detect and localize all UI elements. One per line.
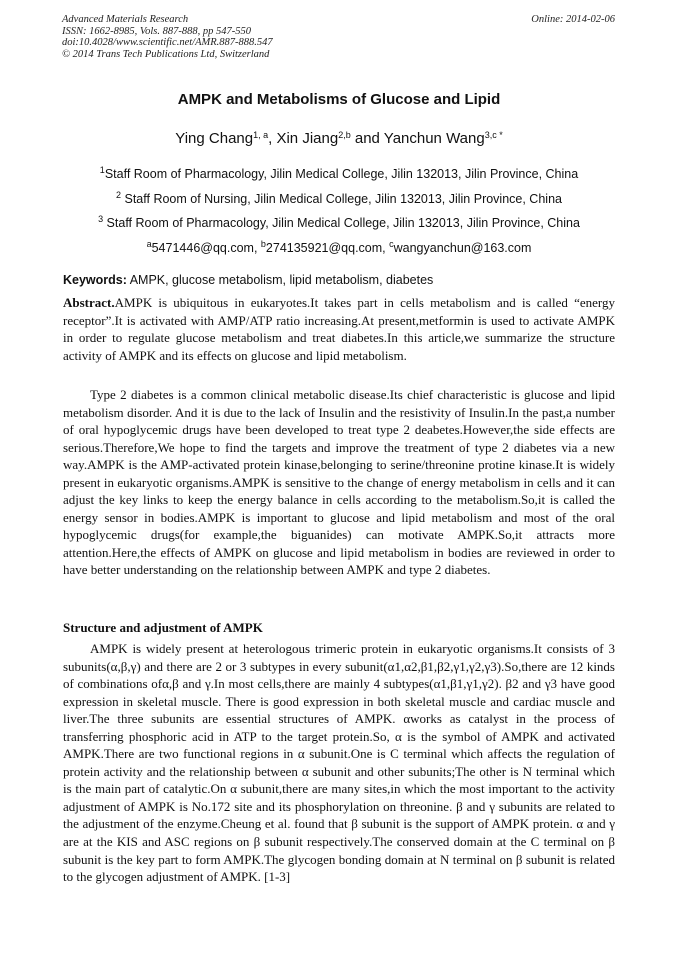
- author-name: Ying Chang: [175, 130, 254, 147]
- affiliation: [0, 216, 678, 230]
- email-superscript: c: [389, 239, 394, 249]
- author-separator: ,: [268, 130, 277, 147]
- keywords-line: [63, 273, 433, 287]
- affiliation: [0, 167, 678, 181]
- email-address[interactable]: 5471446@qq.com,: [151, 241, 261, 255]
- journal-header: [62, 14, 273, 60]
- email-line: [0, 241, 678, 255]
- abstract-paragraph: [63, 294, 615, 364]
- affiliation-superscript: 2: [116, 190, 122, 200]
- email-superscript: a: [146, 239, 152, 249]
- abstract-text: AMPK is ubiquitous in eukaryotes.It takes part in cells metabolism and is called “energy receptor”.It is activated with AMP/ATP ratio increasing.At present,metformin is used to activate AMPK in order to regulate glucose metabolism and treat diabetes.In this article,we summarize the structure activity of AMPK and its effects on glucose and lipid metabolism.: [63, 295, 615, 363]
- copyright-line: © 2014 Trans Tech Publications Ltd, Switzerland: [62, 48, 270, 60]
- email-address[interactable]: wangyanchun@163.com: [393, 241, 532, 255]
- email-address[interactable]: 274135921@qq.com,: [265, 241, 390, 255]
- author-superscript: 3,c *: [484, 130, 503, 140]
- section-paragraph: AMPK is widely present at heterologous trimeric protein in eukaryotic organisms.It consists of 3 subunits(α,β,γ) and there are 2 or 3 subtypes in every subunit(α1,α2,β1,β2,γ1,γ2,γ3).So,there are 12 kinds of combinations ofα,β and γ.In most cells,there are mainly 4 subtypes(α1,β1,γ1,γ2). β2 and γ3 have good expression in skeletal muscle. There is good expression in both skeletal muscle and cardiac muscle and liver.The three subunits are essential structures of AMPK. αworks as catalyst in the process of transferring phosphoric acid in ATP to the target protein.So, α is the symbol of AMPK and activated AMPK.There are two functional regions in α subunit.One is C terminal which affects the regulation of protein activity and the relationship between α subunit and other subunits;The other is N terminal which is the main part of catalytic.On α subunit,there are many sites,in which the most important to the activity adjustment of AMPK is No.172 site and its phosphorylation on threonine. β and γ subunits are related to the adjustment of the enzyme.Cheung et al. found that β subunit is the support of AMPK protein. α and γ are at the KIS and ASC regions on β subunit respectively.The conserved domain at the C terminal on β subunit is the key part to form AMPK.The glycogen bonding domain at N terminal on β subunit is related to the glycogen adjustment of AMPK. [1-3]: [63, 641, 615, 885]
- paper-title: AMPK and Metabolisms of Glucose and Lipid: [177, 91, 501, 108]
- author-name: Xin Jiang: [276, 130, 339, 147]
- affiliation: [0, 192, 678, 206]
- intro-paragraph: Type 2 diabetes is a common clinical metabolic disease.Its chief characteristic is glucose and lipid metabolism disorder. And it is due to the lack of Insulin and the resistivity of Insulin.In the past,a number of oral hypoglycemic drugs have been developed to treat type 2 deabetes.However,the side effects are serious.Therefore,We hope to find the targets and improve the treatment of type 2 diabetes via a new way.AMPK is the AMP-activated protein kinase,belonging to serine/threonine protine kinase.It is widely present in eukaryotic organisms.AMPK is sensitive to the change of energy metabolism in cells and it can adjust the key links to keep the energy balance in cells according to the metabolism.So,it is called the energy sensor in bodies.AMPK is important to glucose and lipid metabolism and most of the oral hypoglycemic drugs(for example,the biguanides) can motivate AMPK.So,it attracts more attention.Here,the effects of AMPK on glucose and lipid metabolism in bodies are reviewed in order to have better understanding on the relationship between AMPK and type 2 diabetes.: [63, 387, 615, 578]
- online-date: Online: 2014-02-06: [531, 14, 615, 25]
- keywords-text: AMPK, glucose metabolism, lipid metabolism, diabetes: [126, 273, 434, 287]
- affiliation-superscript: 3: [98, 214, 104, 224]
- author-name: Yanchun Wang: [383, 130, 485, 147]
- affiliation-text: Staff Room of Nursing, Jilin Medical College, Jilin 132013, Jilin Province, China: [121, 192, 562, 206]
- affiliation-superscript: 1: [99, 165, 105, 175]
- author-superscript: 2,b: [338, 130, 351, 140]
- author-and: and: [350, 130, 384, 147]
- email-superscript: b: [260, 239, 266, 249]
- affiliation-text: Staff Room of Pharmacology, Jilin Medical College, Jilin 132013, Jilin Province, China: [103, 216, 580, 230]
- keywords-label: Keywords:: [63, 273, 127, 287]
- section-heading: Structure and adjustment of AMPK: [63, 620, 263, 635]
- doi-line[interactable]: doi:10.4028/www.scientific.net/AMR.887-888.547: [62, 37, 273, 48]
- author-superscript: 1, a: [253, 130, 269, 140]
- abstract-label: Abstract.: [63, 295, 115, 310]
- affiliation-text: Staff Room of Pharmacology, Jilin Medical College, Jilin 132013, Jilin Province, China: [104, 167, 579, 181]
- author-list: [0, 130, 678, 147]
- journal-name: Advanced Materials Research: [62, 14, 189, 25]
- issn-line: ISSN: 1662-8985, Vols. 887-888, pp 547-550: [62, 25, 251, 37]
